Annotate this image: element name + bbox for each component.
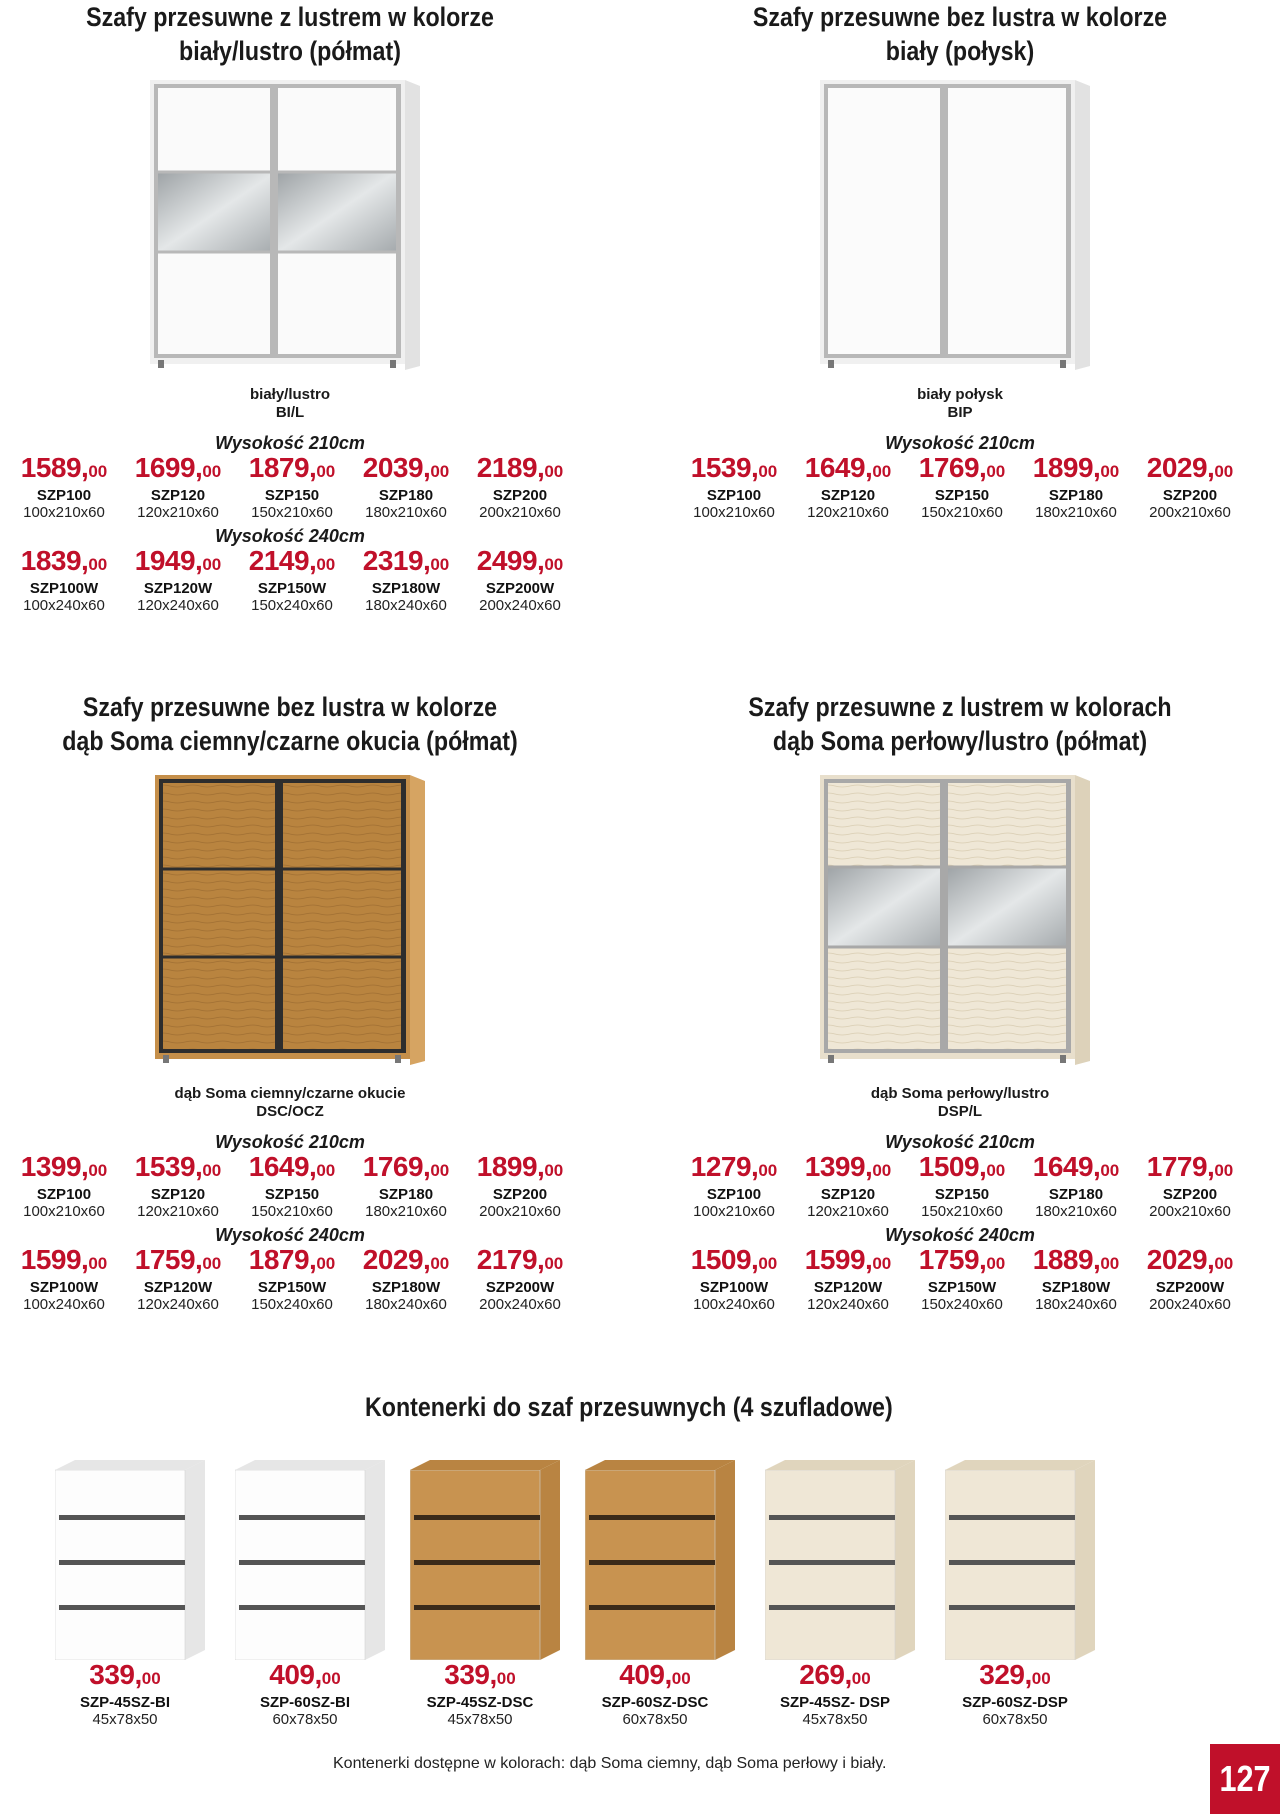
product-code: SZP150 (264, 1186, 320, 1203)
price-cents: 00 (851, 1669, 871, 1688)
product-code: SZP200W (485, 580, 555, 597)
price-item (349, 453, 463, 522)
price: 1699,00 (134, 452, 222, 483)
price-item (349, 1245, 463, 1314)
dimensions: 100x240x60 (23, 1296, 105, 1313)
dimensions: 200x240x60 (479, 597, 561, 614)
price-whole: 409 (269, 1659, 315, 1690)
dimensions: 150x210x60 (251, 504, 333, 521)
dimensions: 60x78x50 (272, 1711, 338, 1728)
price-cents: 00 (430, 462, 450, 481)
price-item (235, 1152, 349, 1221)
height-label: Wysokość 210cm (215, 433, 365, 453)
price-item (1133, 1245, 1247, 1314)
price: 1769,00 (918, 452, 1006, 483)
dimensions: 180x240x60 (1035, 1296, 1117, 1313)
color-label (760, 386, 1160, 422)
price-cents: 00 (88, 462, 108, 481)
price-cents: 00 (544, 1161, 564, 1180)
price-item (677, 1152, 791, 1221)
price-item (677, 1245, 791, 1314)
dimensions: 180x240x60 (365, 597, 447, 614)
drawer-unit-item (390, 1660, 570, 1729)
price-row (7, 1245, 577, 1314)
price-cents: 00 (986, 1254, 1006, 1273)
price: 2499,00 (476, 545, 564, 576)
dimensions: 180x210x60 (365, 1203, 447, 1220)
price-item (677, 453, 791, 522)
price: 2319,00 (362, 545, 450, 576)
price-item (905, 453, 1019, 522)
dimensions: 120x240x60 (807, 1296, 889, 1313)
wardrobe-image (150, 80, 420, 375)
color-code: BI/L (275, 404, 305, 421)
product-code: SZP180W (1041, 1279, 1111, 1296)
price-row (677, 453, 1247, 522)
price: 1649,00 (248, 1151, 336, 1182)
price-item (1019, 1152, 1133, 1221)
price-item (235, 453, 349, 522)
color-name: dąb Soma perłowy/lustro (870, 1085, 1050, 1102)
price-item (1133, 1152, 1247, 1221)
price-cents: 00 (202, 462, 222, 481)
price-item (791, 453, 905, 522)
price-item (463, 453, 577, 522)
price-whole: 1699 (134, 452, 196, 483)
price-cents: 00 (544, 462, 564, 481)
price-cents: 00 (1214, 1254, 1234, 1273)
price: 1399,00 (20, 1151, 108, 1182)
price-item (463, 1152, 577, 1221)
page-number: 127 (1210, 1744, 1280, 1814)
price-cents: 00 (1100, 1161, 1120, 1180)
height-label: Wysokość 240cm (215, 1225, 365, 1245)
dimensions: 180x240x60 (365, 1296, 447, 1313)
price-cents: 00 (1214, 1161, 1234, 1180)
drawer-unit-item (35, 1660, 215, 1729)
dimensions: 180x210x60 (1035, 1203, 1117, 1220)
wardrobe-image (820, 80, 1090, 375)
price-cents: 00 (316, 1254, 336, 1273)
section-title (702, 690, 1218, 758)
dimensions: 100x210x60 (693, 504, 775, 521)
height-label: Wysokość 210cm (885, 1132, 1035, 1152)
price: 1649,00 (1032, 1151, 1120, 1182)
price: 339,00 (444, 1659, 516, 1690)
containers-note: Kontenerki dostępne w kolorach: dąb Soma ciemny, dąb Soma perłowy i biały. (333, 1755, 887, 1772)
price-cents: 00 (202, 1254, 222, 1273)
product-code: SZP120W (813, 1279, 883, 1296)
price-whole: 2029 (362, 1244, 424, 1275)
price-whole: 2039 (362, 452, 424, 483)
dimensions: 150x240x60 (921, 1296, 1003, 1313)
color-label (90, 1085, 490, 1121)
drawer-unit-item (745, 1660, 925, 1729)
drawer-unit-image (945, 1460, 1095, 1665)
price: 1399,00 (804, 1151, 892, 1182)
price-item (463, 546, 577, 615)
price-whole: 1769 (918, 452, 980, 483)
dimensions: 120x210x60 (807, 1203, 889, 1220)
dimensions: 45x78x50 (447, 1711, 513, 1728)
price-whole: 1649 (1032, 1151, 1094, 1182)
price: 2179,00 (476, 1244, 564, 1275)
price-item (121, 546, 235, 615)
price-cents: 00 (1214, 462, 1234, 481)
height-label: Wysokość 210cm (885, 433, 1035, 453)
dimensions: 180x210x60 (1035, 504, 1117, 521)
price-whole: 1539 (134, 1151, 196, 1182)
product-code: SZP100W (699, 1279, 769, 1296)
price: 339,00 (89, 1659, 161, 1690)
price: 1889,00 (1032, 1244, 1120, 1275)
color-code: DSC/OCZ (256, 1103, 324, 1120)
price-whole: 1759 (918, 1244, 980, 1275)
section-title (702, 0, 1218, 68)
price-item (121, 1245, 235, 1314)
dimensions: 200x210x60 (479, 1203, 561, 1220)
price-cents: 00 (872, 1161, 892, 1180)
dimensions: 150x210x60 (251, 1203, 333, 1220)
price-cents: 00 (88, 555, 108, 574)
price-whole: 1539 (690, 452, 752, 483)
price: 409,00 (619, 1659, 691, 1690)
price-cents: 00 (88, 1254, 108, 1273)
price-whole: 2029 (1146, 452, 1208, 483)
product-code: SZP-60SZ-DSC (601, 1694, 709, 1711)
price: 1949,00 (134, 545, 222, 576)
product-code: SZP100 (706, 1186, 762, 1203)
product-code: SZP200W (1155, 1279, 1225, 1296)
price: 2029,00 (1146, 1244, 1234, 1275)
color-name: biały połysk (917, 386, 1003, 403)
section-title-line: dąb Soma ciemny/czarne okucia (półmat) (62, 726, 518, 756)
product-code: SZP200 (492, 1186, 548, 1203)
section-title (32, 690, 548, 758)
dimensions: 150x240x60 (251, 597, 333, 614)
price: 2149,00 (248, 545, 336, 576)
dimensions: 200x240x60 (479, 1296, 561, 1313)
dimensions: 120x210x60 (807, 504, 889, 521)
dimensions: 150x210x60 (921, 504, 1003, 521)
drawer-unit-item (925, 1660, 1105, 1729)
price-whole: 1599 (804, 1244, 866, 1275)
price: 1879,00 (248, 1244, 336, 1275)
price-whole: 1399 (20, 1151, 82, 1182)
price-whole: 1949 (134, 545, 196, 576)
product-code: SZP-45SZ-BI (79, 1694, 170, 1711)
product-code: SZP150 (264, 487, 320, 504)
price-row (7, 546, 577, 615)
price-cents: 00 (430, 555, 450, 574)
price-cents: 00 (758, 1161, 778, 1180)
height-label: Wysokość 240cm (885, 1225, 1035, 1245)
product-code: SZP180 (378, 487, 434, 504)
price-whole: 2499 (476, 545, 538, 576)
product-code: SZP180 (1048, 1186, 1104, 1203)
price-item (463, 1245, 577, 1314)
product-code: SZP100 (36, 1186, 92, 1203)
drawer-unit-image (765, 1460, 915, 1665)
dimensions: 100x210x60 (23, 1203, 105, 1220)
price-whole: 329 (979, 1659, 1025, 1690)
price-cents: 00 (88, 1161, 108, 1180)
price-item (121, 453, 235, 522)
dimensions: 60x78x50 (982, 1711, 1048, 1728)
price: 1649,00 (804, 452, 892, 483)
price-whole: 1589 (20, 452, 82, 483)
price-whole: 2189 (476, 452, 538, 483)
price-item (349, 546, 463, 615)
price-whole: 1899 (476, 1151, 538, 1182)
price-whole: 2149 (248, 545, 310, 576)
price: 1759,00 (134, 1244, 222, 1275)
dimensions: 60x78x50 (622, 1711, 688, 1728)
price: 2029,00 (362, 1244, 450, 1275)
product-code: SZP200W (485, 1279, 555, 1296)
color-name: biały/lustro (249, 386, 331, 403)
price-cents: 00 (496, 1669, 516, 1688)
price-item (905, 1152, 1019, 1221)
product-code: SZP150W (257, 1279, 327, 1296)
price-item (905, 1245, 1019, 1314)
color-code: BIP (947, 404, 973, 421)
dimensions: 180x210x60 (365, 504, 447, 521)
product-code: SZP100 (36, 487, 92, 504)
price: 1599,00 (804, 1244, 892, 1275)
product-code: SZP-45SZ- DSP (779, 1694, 891, 1711)
section-title-line: Szafy przesuwne bez lustra w kolorze (752, 2, 1168, 32)
section-title-line: dąb Soma perłowy/lustro (półmat) (772, 726, 1148, 756)
product-code: SZP150W (927, 1279, 997, 1296)
drawer-unit-image (410, 1460, 560, 1665)
dimensions: 120x210x60 (137, 1203, 219, 1220)
price: 1539,00 (134, 1151, 222, 1182)
product-code: SZP120W (143, 580, 213, 597)
section-title-line: biały/lustro (półmat) (179, 36, 401, 66)
price: 1589,00 (20, 452, 108, 483)
product-code: SZP200 (1162, 487, 1218, 504)
price: 1539,00 (690, 452, 778, 483)
price-cents: 00 (316, 1161, 336, 1180)
price-cents: 00 (544, 1254, 564, 1273)
dimensions: 100x210x60 (693, 1203, 775, 1220)
product-code: SZP100W (29, 1279, 99, 1296)
drawer-unit-item (215, 1660, 395, 1729)
product-code: SZP150 (934, 1186, 990, 1203)
price: 269,00 (799, 1659, 871, 1690)
product-code: SZP120 (150, 487, 206, 504)
color-code: DSP/L (937, 1103, 983, 1120)
height-label: Wysokość 240cm (215, 526, 365, 546)
dimensions: 100x210x60 (23, 504, 105, 521)
color-name: dąb Soma ciemny/czarne okucie (174, 1085, 406, 1102)
price-cents: 00 (430, 1254, 450, 1273)
price-whole: 1759 (134, 1244, 196, 1275)
product-code: SZP120 (820, 1186, 876, 1203)
price-cents: 00 (671, 1669, 691, 1688)
price-row (7, 453, 577, 522)
product-code: SZP180 (1048, 487, 1104, 504)
price-whole: 1779 (1146, 1151, 1208, 1182)
price-item (1019, 1245, 1133, 1314)
price-cents: 00 (758, 1254, 778, 1273)
price-cents: 00 (430, 1161, 450, 1180)
price-cents: 00 (544, 555, 564, 574)
price: 1509,00 (918, 1151, 1006, 1182)
product-code: SZP150 (934, 487, 990, 504)
price-whole: 269 (799, 1659, 845, 1690)
price: 1779,00 (1146, 1151, 1234, 1182)
price-row (7, 1152, 577, 1221)
product-code: SZP180 (378, 1186, 434, 1203)
price: 2189,00 (476, 452, 564, 483)
price-cents: 00 (316, 555, 336, 574)
price-cents: 00 (1031, 1669, 1051, 1688)
price-cents: 00 (1100, 1254, 1120, 1273)
color-label (90, 386, 490, 422)
price-cents: 00 (316, 462, 336, 481)
product-code: SZP180W (371, 580, 441, 597)
dimensions: 200x210x60 (1149, 1203, 1231, 1220)
price: 1279,00 (690, 1151, 778, 1182)
price-cents: 00 (321, 1669, 341, 1688)
product-code: SZP150W (257, 580, 327, 597)
price-item (7, 1245, 121, 1314)
price-cents: 00 (872, 1254, 892, 1273)
dimensions: 100x240x60 (23, 597, 105, 614)
dimensions: 200x210x60 (479, 504, 561, 521)
price: 1759,00 (918, 1244, 1006, 1275)
containers-title: Kontenerki do szaf przesuwnych (4 szufladowe) (365, 1392, 893, 1422)
product-code: SZP200 (1162, 1186, 1218, 1203)
price-whole: 1399 (804, 1151, 866, 1182)
price-whole: 339 (89, 1659, 135, 1690)
price: 1899,00 (1032, 452, 1120, 483)
price: 2039,00 (362, 452, 450, 483)
dimensions: 100x240x60 (693, 1296, 775, 1313)
price-cents: 00 (202, 555, 222, 574)
price-whole: 1769 (362, 1151, 424, 1182)
price-row (677, 1152, 1247, 1221)
dimensions: 150x240x60 (251, 1296, 333, 1313)
section-title-line: Szafy przesuwne z lustrem w kolorach (748, 692, 1172, 722)
price-item (121, 1152, 235, 1221)
price: 329,00 (979, 1659, 1051, 1690)
product-code: SZP100 (706, 487, 762, 504)
price: 1769,00 (362, 1151, 450, 1182)
wardrobe-image (820, 775, 1090, 1070)
dimensions: 120x240x60 (137, 597, 219, 614)
price-whole: 1279 (690, 1151, 752, 1182)
price-row (677, 1245, 1247, 1314)
dimensions: 200x240x60 (1149, 1296, 1231, 1313)
product-code: SZP180W (371, 1279, 441, 1296)
price-item (791, 1152, 905, 1221)
price: 1509,00 (690, 1244, 778, 1275)
price-cents: 00 (986, 1161, 1006, 1180)
price-item (235, 546, 349, 615)
price-whole: 1879 (248, 1244, 310, 1275)
section-title-line: biały (połysk) (885, 36, 1035, 66)
drawer-unit-image (55, 1460, 205, 1665)
product-code: SZP120W (143, 1279, 213, 1296)
dimensions: 45x78x50 (802, 1711, 868, 1728)
price-whole: 1889 (1032, 1244, 1094, 1275)
price-whole: 409 (619, 1659, 665, 1690)
price-whole: 339 (444, 1659, 490, 1690)
section-title-line: Szafy przesuwne bez lustra w kolorze (82, 692, 498, 722)
price-whole: 2319 (362, 545, 424, 576)
price-item (1019, 453, 1133, 522)
dimensions: 120x210x60 (137, 504, 219, 521)
price-whole: 1509 (918, 1151, 980, 1182)
section-title (32, 0, 548, 68)
product-code: SZP120 (150, 1186, 206, 1203)
drawer-unit-image (585, 1460, 735, 1665)
price: 1879,00 (248, 452, 336, 483)
dimensions: 120x240x60 (137, 1296, 219, 1313)
product-code: SZP100W (29, 580, 99, 597)
product-code: SZP-45SZ-DSC (426, 1694, 534, 1711)
price: 1899,00 (476, 1151, 564, 1182)
wardrobe-image (150, 775, 430, 1070)
price-whole: 1509 (690, 1244, 752, 1275)
price-whole: 1649 (804, 452, 866, 483)
price-item (235, 1245, 349, 1314)
color-label (760, 1085, 1160, 1121)
price-cents: 00 (986, 462, 1006, 481)
dimensions: 200x210x60 (1149, 504, 1231, 521)
price-item (7, 453, 121, 522)
drawer-unit-image (235, 1460, 385, 1665)
price-cents: 00 (1100, 462, 1120, 481)
product-code: SZP-60SZ-DSP (962, 1694, 1068, 1711)
price-item (349, 1152, 463, 1221)
price-whole: 1839 (20, 545, 82, 576)
price-whole: 1599 (20, 1244, 82, 1275)
drawer-unit-item (565, 1660, 745, 1729)
price-item (7, 1152, 121, 1221)
price-cents: 00 (202, 1161, 222, 1180)
product-code: SZP200 (492, 487, 548, 504)
price: 1599,00 (20, 1244, 108, 1275)
product-code: SZP-60SZ-BI (259, 1694, 350, 1711)
price-item (791, 1245, 905, 1314)
price-cents: 00 (758, 462, 778, 481)
price-cents: 00 (141, 1669, 161, 1688)
price-whole: 1649 (248, 1151, 310, 1182)
price-whole: 2179 (476, 1244, 538, 1275)
dimensions: 150x210x60 (921, 1203, 1003, 1220)
price: 2029,00 (1146, 452, 1234, 483)
price-whole: 1879 (248, 452, 310, 483)
price-whole: 2029 (1146, 1244, 1208, 1275)
section-title-line: Szafy przesuwne z lustrem w kolorze (86, 2, 494, 32)
price-item (7, 546, 121, 615)
height-label: Wysokość 210cm (215, 1132, 365, 1152)
price-item (1133, 453, 1247, 522)
price-cents: 00 (872, 462, 892, 481)
price: 409,00 (269, 1659, 341, 1690)
dimensions: 45x78x50 (92, 1711, 158, 1728)
price-whole: 1899 (1032, 452, 1094, 483)
price: 1839,00 (20, 545, 108, 576)
product-code: SZP120 (820, 487, 876, 504)
